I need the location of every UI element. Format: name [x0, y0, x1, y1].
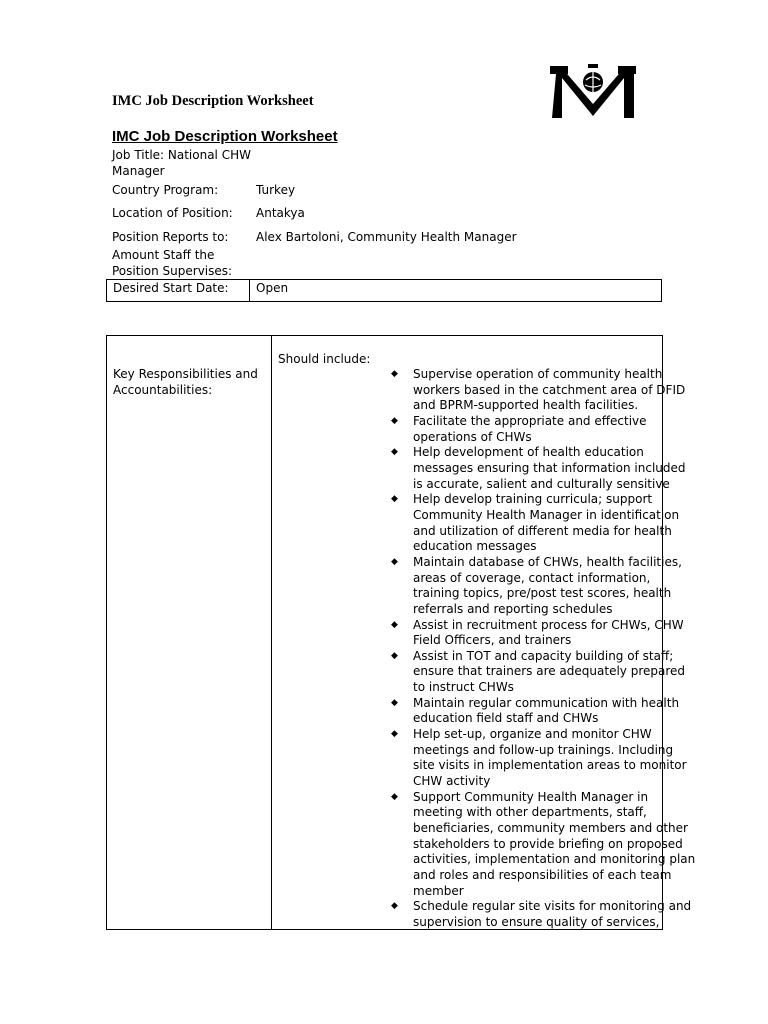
country-program-value: Turkey	[256, 183, 296, 197]
bullet-icon: ◆	[391, 447, 398, 458]
bullet-icon: ◆	[391, 369, 398, 379]
location-value: Antakya	[256, 206, 305, 220]
imc-logo-icon	[548, 60, 638, 122]
responsibilities-divider	[271, 336, 272, 929]
bullet-icon: ◆	[391, 901, 398, 912]
list-item-text: Assist in recruitment process for CHWs, CHW Field Officers, and trainers	[413, 617, 684, 648]
job-title-label: Job Title: National CHW Manager	[112, 148, 251, 178]
start-date-value: Open	[256, 281, 289, 295]
responsibilities-intro: Should include:	[278, 352, 371, 366]
list-item	[387, 414, 677, 445]
list-item	[387, 789, 696, 900]
list-item	[387, 367, 686, 414]
list-item	[387, 695, 680, 727]
responsibilities-label: Key Responsibilities and Accountabilities:	[113, 367, 258, 397]
location-label: Location of Position:	[112, 206, 233, 220]
list-item	[387, 648, 686, 696]
list-item-text: Supervise operation of community health workers based in the catchment area of DFID and BPRM-supported health facilities.	[413, 367, 686, 413]
responsibilities-table	[106, 335, 696, 930]
bullet-icon: ◆	[391, 791, 398, 802]
list-item	[387, 899, 692, 930]
bullet-icon: ◆	[391, 619, 398, 630]
country-program-label: Country Program:	[112, 183, 219, 197]
list-item	[387, 554, 682, 618]
bullet-icon: ◆	[391, 415, 398, 426]
list-item	[387, 727, 687, 790]
list-item-text: Maintain regular communication with health education field staff and CHWs	[413, 695, 680, 726]
list-item-text: Help develop training curricula; support Community Health Manager in identification and utilization of different media for health education messages	[413, 492, 680, 554]
responsibilities-list	[387, 367, 696, 931]
worksheet-title: IMC Job Description Worksheet	[112, 128, 338, 145]
start-date-row	[106, 279, 662, 302]
list-item	[387, 492, 680, 555]
reports-to-label: Position Reports to:	[112, 230, 229, 244]
start-date-label: Desired Start Date:	[113, 281, 229, 295]
staff-supervised-label: Amount Staff the Position Supervises:	[112, 248, 233, 278]
bullet-icon: ◆	[391, 697, 398, 708]
list-item-text: Maintain database of CHWs, health facilities, areas of coverage, contact information, training topics, pre/post test scores, health referrals and reporting schedules	[413, 554, 682, 616]
list-item-text: Facilitate the appropriate and effective operations of CHWs	[413, 413, 647, 444]
bullet-icon: ◆	[391, 556, 398, 567]
reports-to-value: Alex Bartoloni, Community Health Manager	[256, 230, 517, 244]
start-date-divider	[249, 280, 250, 301]
bullet-icon: ◆	[391, 729, 398, 740]
list-item-text: Assist in TOT and capacity building of staff; ensure that trainers are adequately prepared to instruct CHWs	[413, 648, 686, 695]
list-item-text: Support Community Health Manager in meeting with other departments, staff, beneficiaries, community members and other stakeholders to provide briefing on proposed activities, implementation and monitoring plan and roles and responsibilities of each team member	[413, 789, 696, 898]
list-item-text: Schedule regular site visits for monitoring and supervision to ensure quality of services,	[413, 899, 692, 929]
list-item-text: Help development of health education messages ensuring that information included is accurate, salient and culturally sensitive	[413, 445, 686, 491]
list-item	[387, 445, 686, 492]
bullet-icon: ◆	[391, 650, 398, 661]
document-header-title: IMC Job Description Worksheet	[112, 93, 314, 109]
bullet-icon: ◆	[391, 494, 398, 505]
list-item-text: Help set-up, organize and monitor CHW meetings and follow-up trainings. Including site visits in implementation areas to monitor CHW activity	[413, 727, 687, 789]
list-item	[387, 617, 684, 649]
